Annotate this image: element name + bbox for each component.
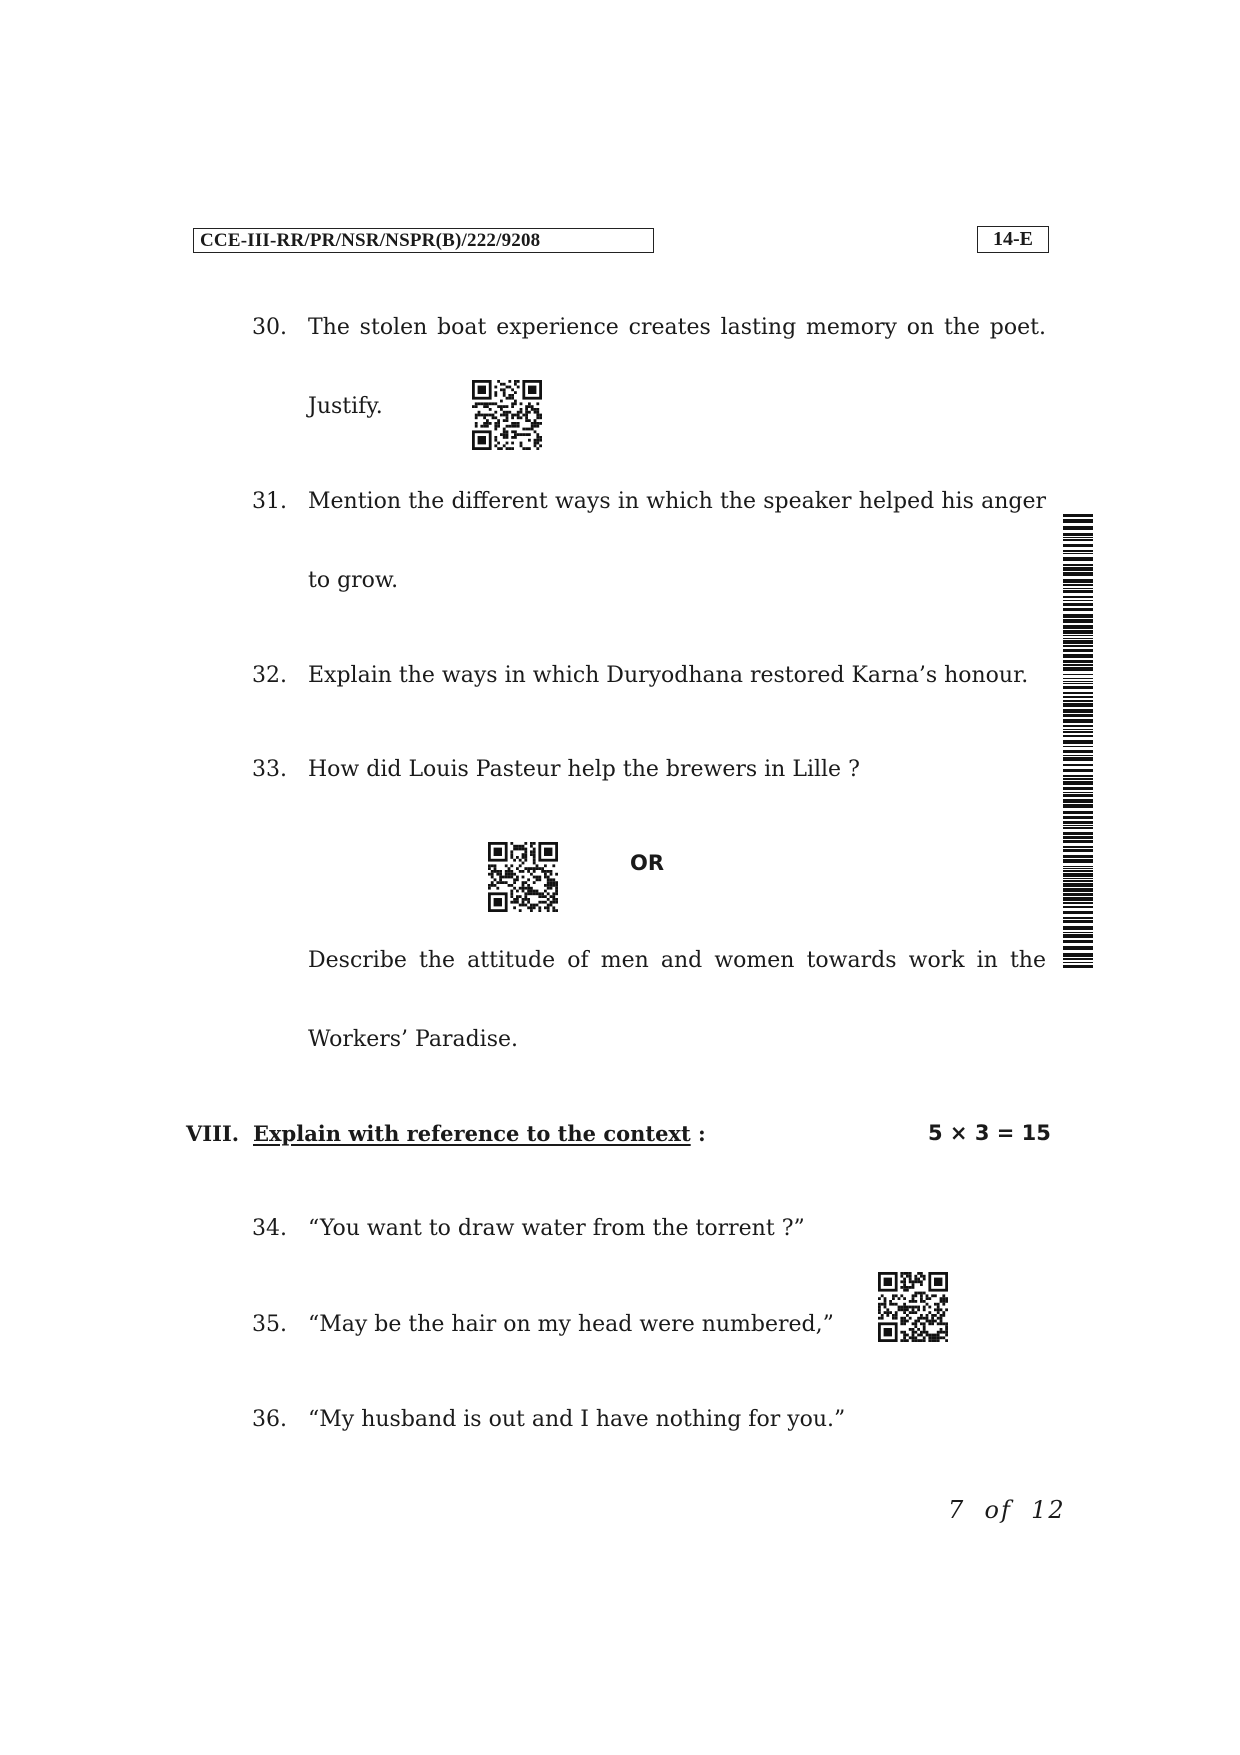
question-text: to grow. [308, 568, 399, 593]
barcode-icon [1063, 514, 1093, 974]
question-number: 33. [252, 757, 287, 782]
question-text: The stolen boat experience creates lasting memory on the poet. [308, 315, 1046, 340]
question-text: How did Louis Pasteur help the brewers in Lille ? [308, 757, 860, 782]
page-number: 7 of 12 [948, 1496, 1066, 1524]
section-number: VIII. [186, 1121, 240, 1146]
section-title [253, 1121, 706, 1146]
question-number: 35. [252, 1312, 287, 1337]
question-text: Explain the ways in which Duryodhana restored Karna’s honour. [308, 663, 1029, 688]
section-title-colon: : [697, 1121, 706, 1146]
question-number: 30. [252, 315, 287, 340]
question-number: 31. [252, 489, 287, 514]
question-text: “May be the hair on my head were numbered,” [308, 1312, 834, 1337]
qr-code-icon [472, 380, 542, 450]
qr-code-icon [878, 1272, 948, 1342]
alternative-question-text: Describe the attitude of men and women towards work in the [308, 948, 1046, 973]
or-label: OR [630, 851, 665, 875]
section-marks: 5 × 3 = 15 [928, 1121, 1051, 1145]
qr-code-icon [488, 842, 558, 912]
alternative-question-text: Workers’ Paradise. [308, 1027, 519, 1052]
paper-code: CCE-III-RR/PR/NSR/NSPR(B)/222/9208 [193, 228, 654, 253]
question-text: Mention the different ways in which the speaker helped his anger [308, 489, 1046, 514]
version-code: 14-E [977, 226, 1049, 253]
question-number: 34. [252, 1216, 287, 1241]
question-text: Justify. [308, 394, 383, 419]
section-title-text: Explain with reference to the context [253, 1121, 691, 1146]
question-number: 36. [252, 1407, 287, 1432]
question-text: “You want to draw water from the torrent ?” [308, 1216, 805, 1241]
question-number: 32. [252, 663, 287, 688]
question-text: “My husband is out and I have nothing for you.” [308, 1407, 846, 1432]
